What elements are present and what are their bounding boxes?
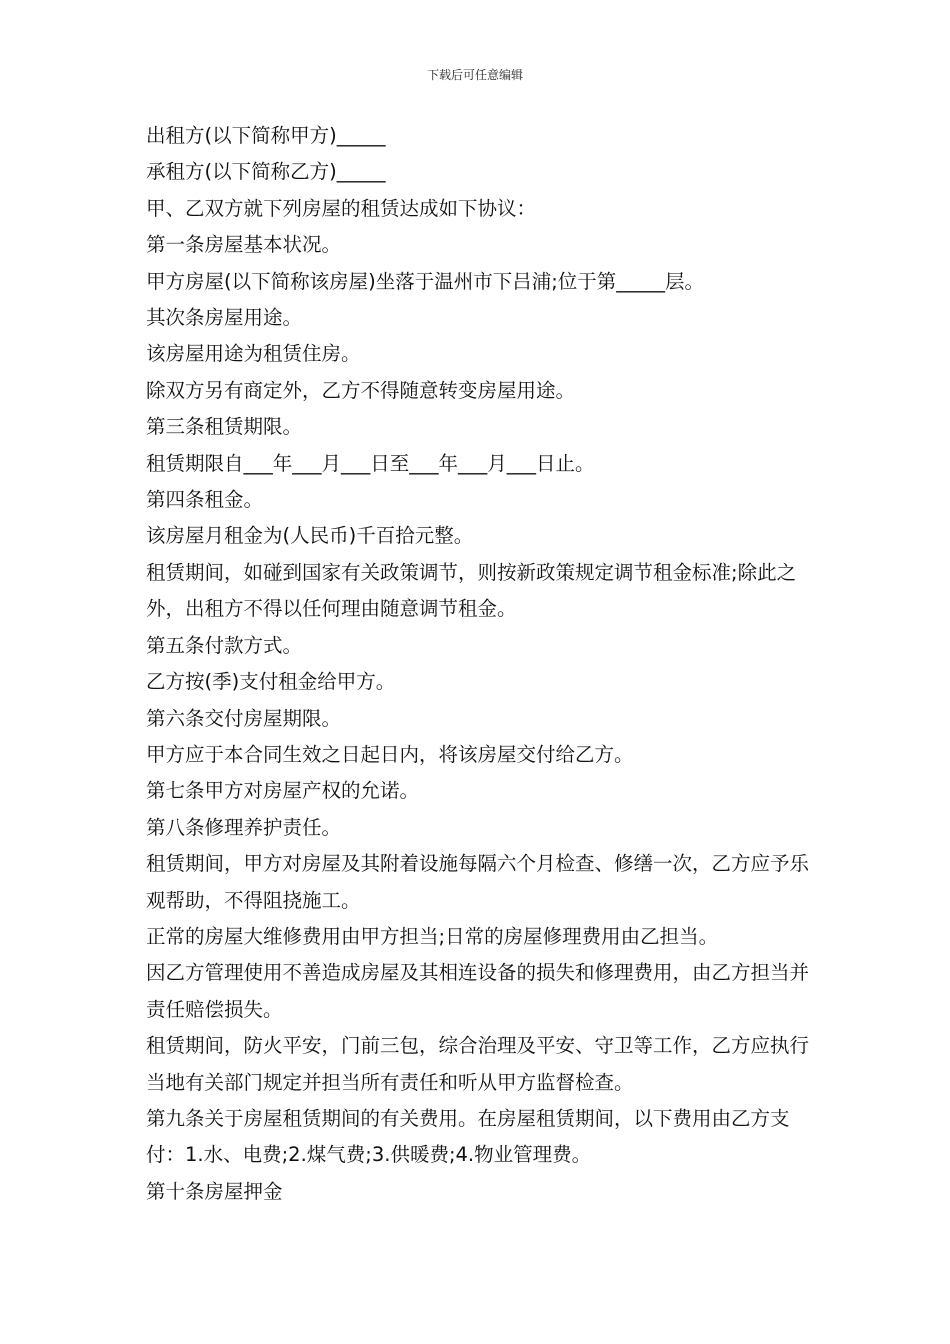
paragraph: 第四条租金。 [146,488,264,512]
document-body [146,118,816,1210]
paragraph: 租赁期限自___年___月___日至___年___月___日止。 [146,451,595,475]
paragraph: 租赁期间，甲方对房屋及其附着设施每隔六个月检查、修缮一次，乙方应予乐观帮助，不得阻挠施工。 [146,852,810,912]
paragraph: 第八条修理养护责任。 [146,815,342,839]
paragraph: 该房屋用途为租赁住房。 [146,342,361,366]
paragraph: 正常的房屋大维修费用由甲方担当;日常的房屋修理费用由乙担当。 [146,924,719,948]
paragraph: 第六条交付房屋期限。 [146,706,342,730]
page-header: 下载后可任意编辑 [426,68,523,82]
paragraph: 承租方(以下简称乙方)_____ [146,160,386,184]
paragraph: 第七条甲方对房屋产权的允诺。 [146,779,420,803]
paragraph: 第五条付款方式。 [146,633,303,657]
paragraph: 该房屋月租金为(人民币)千百拾元整。 [146,524,474,548]
paragraph: 租赁期间，如碰到国家有关政策调节，则按新政策规定调节租金标准;除此之外，出租方不得以任何理由随意调节租金。 [146,560,797,621]
paragraph: 除双方另有商定外，乙方不得随意转变房屋用途。 [146,378,576,402]
paragraph: 第三条租赁期限。 [146,415,303,439]
paragraph: 甲方房屋(以下简称该房屋)坐落于温州市下吕浦;位于第_____层。 [146,269,705,293]
paragraph: 出租方(以下简称甲方)_____ [146,124,386,147]
paragraph: 第一条房屋基本状况。 [146,233,342,257]
paragraph: 乙方按(季)支付租金给甲方。 [146,670,396,694]
paragraph: 因乙方管理使用不善造成房屋及其相连设备的损失和修理费用，由乙方担当并责任赔偿损失。 [146,961,810,1021]
paragraph: 其次条房屋用途。 [146,306,303,330]
paragraph: 第九条关于房屋租赁期间的有关费用。在房屋租赁期间，以下费用由乙方支付：1.水、电费;2.煤气费;3.供暖费;4.物业管理费。 [146,1106,790,1167]
paragraph: 甲方应于本合同生效之日起日内，将该房屋交付给乙方。 [146,742,634,766]
paragraph: 第十条房屋押金 [146,1179,283,1203]
paragraph: 甲、乙双方就下列房屋的租赁达成如下协议： [146,196,537,220]
paragraph: 租赁期间，防火平安，门前三包，综合治理及平安、守卫等工作，乙方应执行当地有关部门规定并担当所有责任和听从甲方监督检查。 [146,1034,810,1094]
